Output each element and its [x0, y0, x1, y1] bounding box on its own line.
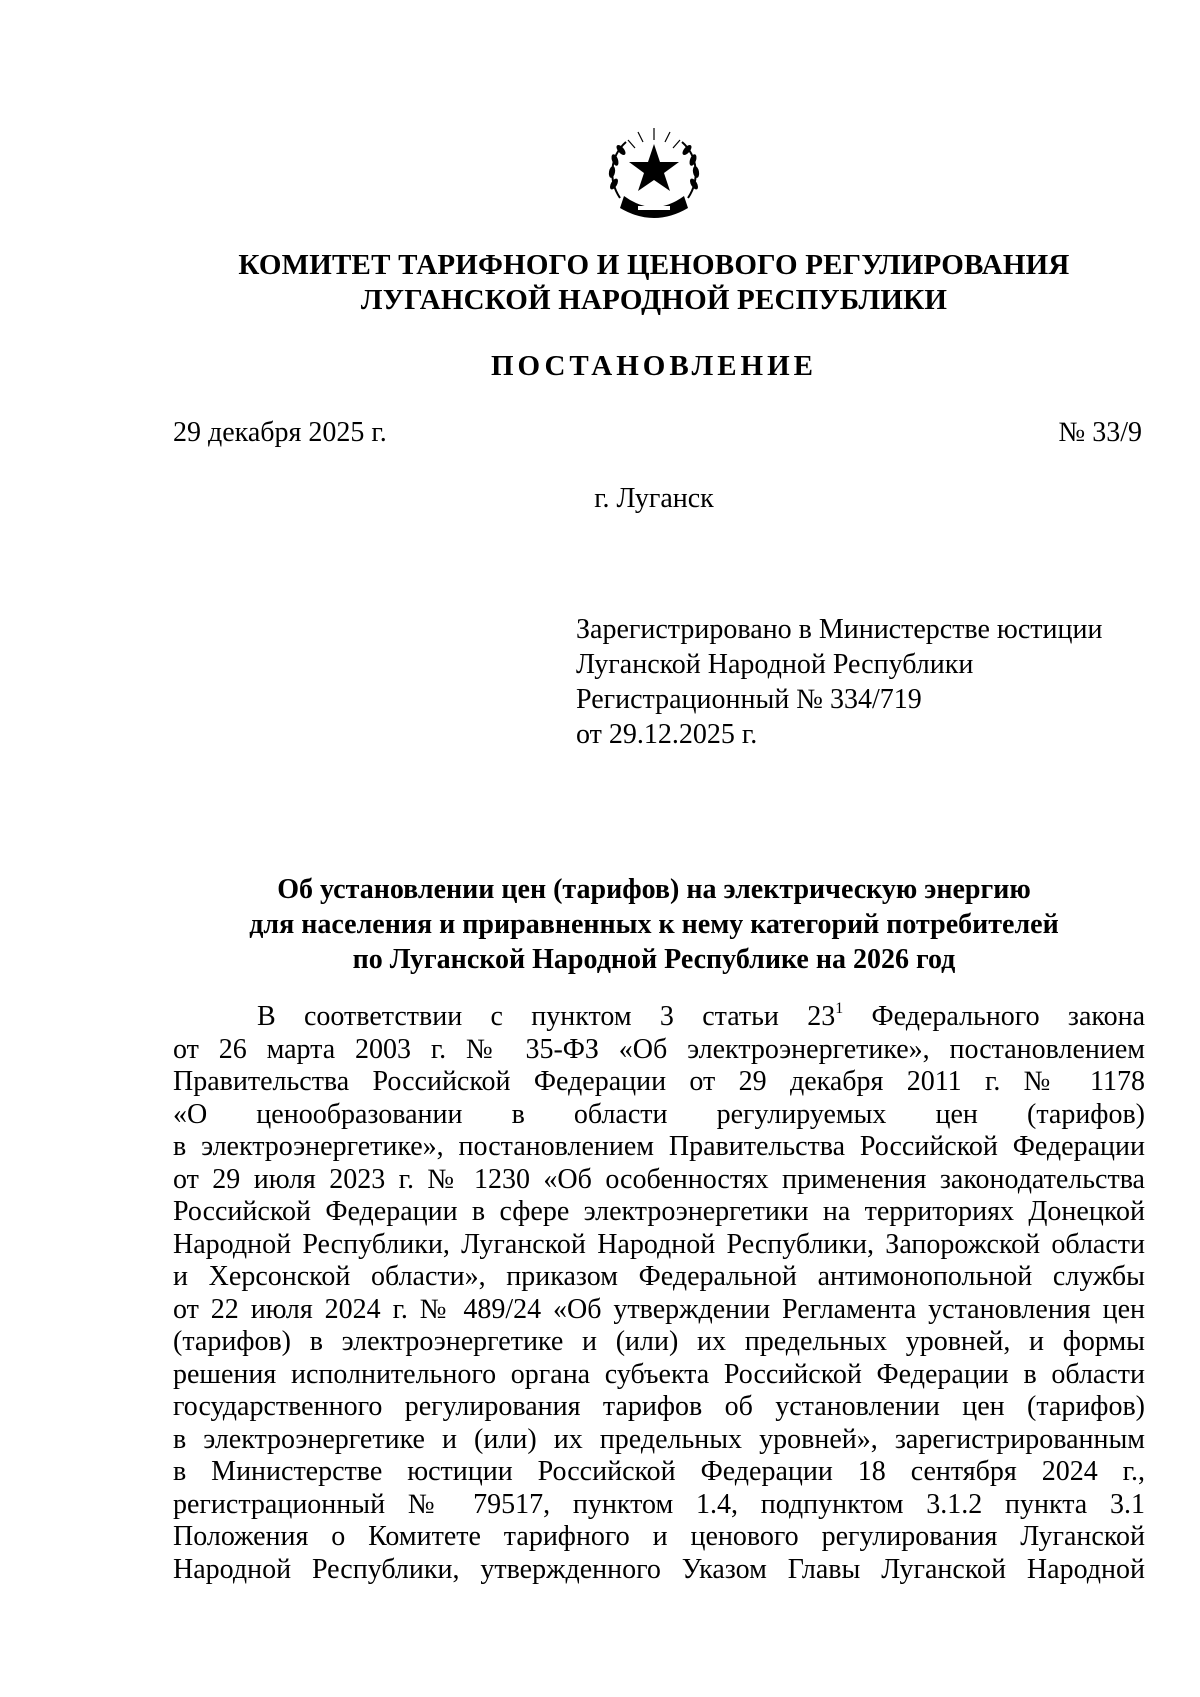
body-line: решения исполнительного органа субъекта Российской Федерации в области	[173, 1358, 1145, 1390]
title-line: Об установлении цен (тарифов) на электрическую энергию	[277, 874, 1031, 905]
registration-line: Луганской Народной Республики	[576, 649, 974, 680]
document-body	[173, 1001, 1145, 1586]
organization-line-2: ЛУГАНСКОЙ НАРОДНОЙ РЕСПУБЛИКИ	[360, 284, 948, 316]
body-line: (тарифов) в электроэнергетике и (или) их предельных уровней, и формы	[173, 1326, 1145, 1357]
organization-line-1: КОМИТЕТ ТАРИФНОГО И ЦЕНОВОГО РЕГУЛИРОВАНИЯ	[238, 249, 1070, 281]
body-line: Российской Федерации в сфере электроэнергетики на территориях Донецкой	[173, 1196, 1145, 1227]
body-first-line-text: В соответствии с пунктом 3 статьи 23	[257, 1001, 836, 1032]
body-line: Правительства Российской Федерации от 29 декабря 2011 г. № 1178	[173, 1066, 1145, 1097]
title-line: по Луганской Народной Республике на 2026 год	[352, 944, 956, 975]
body-line: «О ценообразовании в области регулируемых цен (тарифов)	[173, 1098, 1145, 1130]
document-type: ПОСТАНОВЛЕНИЕ	[490, 350, 817, 382]
body-first-line-end: Федерального закона	[843, 1001, 1145, 1032]
document-title	[150, 872, 1158, 977]
body-line: в Министерстве юстиции Российской Федерации 18 сентября 2024 г.,	[173, 1456, 1145, 1487]
body-line: Народной Республики, Луганской Народной Республики, Запорожской области	[173, 1228, 1145, 1260]
article-superscript: 1	[835, 1000, 844, 1017]
organization-name	[150, 248, 1158, 318]
document-number: № 33/9	[1058, 417, 1142, 448]
body-line	[173, 1001, 1145, 1034]
body-line: и Херсонской области», приказом Федеральной антимонопольной службы	[173, 1261, 1145, 1292]
title-line: для населения и приравненных к нему категорий потребителей	[249, 909, 1059, 940]
body-line: от 22 июля 2024 г. № 489/24 «Об утверждении Регламента установления цен	[173, 1293, 1145, 1325]
body-line: от 26 марта 2003 г. № 35-ФЗ «Об электроэнергетике», постановлением	[173, 1033, 1145, 1065]
registration-line: Зарегистрировано в Министерстве юстиции	[576, 614, 1103, 645]
body-line: государственного регулирования тарифов об установлении цен (тарифов)	[173, 1391, 1145, 1422]
body-line: в электроэнергетике», постановлением Правительства Российской Федерации	[173, 1131, 1145, 1162]
body-line: регистрационный № 79517, пунктом 1.4, подпунктом 3.1.2 пункта 3.1	[173, 1488, 1145, 1520]
document-city: г. Луганск	[594, 483, 714, 514]
body-line: в электроэнергетике и (или) их предельных уровней», зарегистрированным	[173, 1423, 1145, 1455]
coat-of-arms-icon	[598, 120, 710, 232]
registration-line: Регистрационный № 334/719	[576, 684, 922, 715]
body-line: Положения о Комитете тарифного и ценового регулирования Луганской	[173, 1521, 1145, 1552]
body-line: от 29 июля 2023 г. № 1230 «Об особенностях применения законодательства	[173, 1163, 1145, 1195]
document-date: 29 декабря 2025 г.	[173, 417, 387, 448]
registration-stamp	[576, 612, 1102, 752]
body-line: Народной Республики, утвержденного Указом Главы Луганской Народной	[173, 1553, 1145, 1585]
registration-line: от 29.12.2025 г.	[576, 719, 758, 750]
